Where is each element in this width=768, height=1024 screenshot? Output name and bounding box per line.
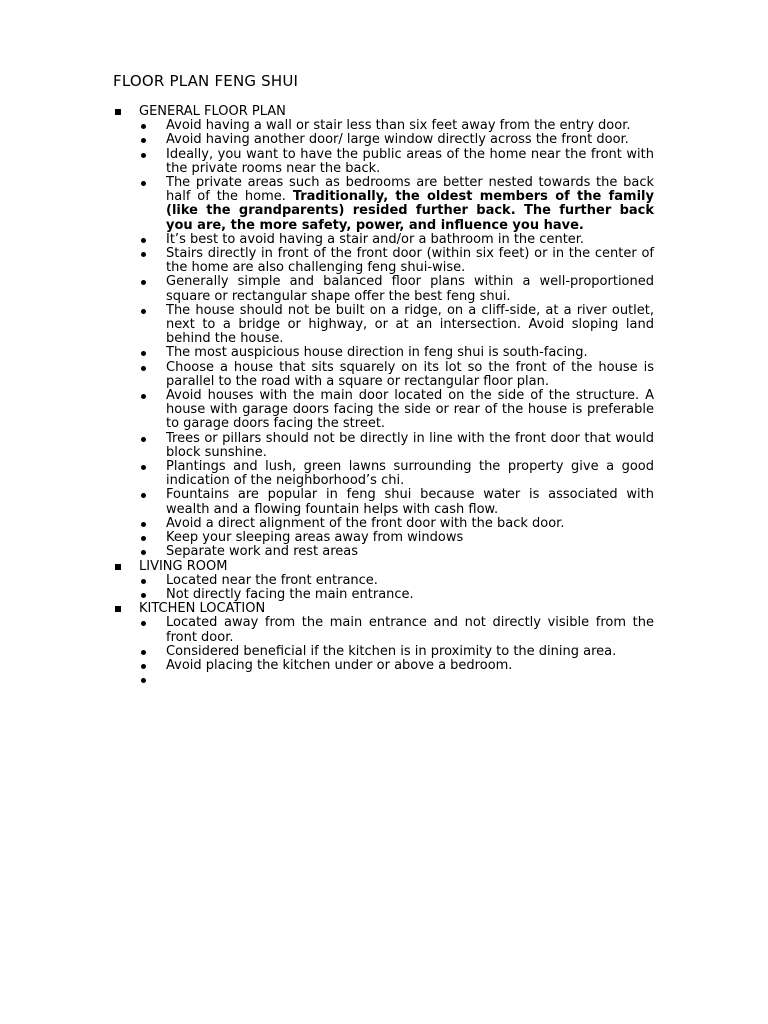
- round-bullet-icon: [141, 593, 146, 598]
- square-bullet-icon: [115, 564, 121, 570]
- list-item: [113, 275, 658, 303]
- round-bullet-icon: [141, 153, 146, 158]
- list-item: [113, 133, 658, 147]
- round-bullet-icon: [141, 650, 146, 655]
- section-heading: [113, 105, 658, 119]
- list-item-text: Located near the front entrance.: [166, 572, 378, 588]
- list-item: [113, 673, 658, 687]
- round-bullet-icon: [141, 493, 146, 498]
- round-bullet-icon: [141, 252, 146, 257]
- list-item: [113, 346, 658, 360]
- round-bullet-icon: [141, 138, 146, 143]
- section-heading-text: KITCHEN LOCATION: [139, 601, 266, 617]
- round-bullet-icon: [141, 522, 146, 527]
- list-item-text: Avoid having another door/ large window directly across the front door.: [166, 132, 629, 148]
- round-bullet-icon: [141, 664, 146, 669]
- list-item: [113, 588, 658, 602]
- round-bullet-icon: [141, 366, 146, 371]
- list-item: [113, 176, 658, 233]
- round-bullet-icon: [141, 579, 146, 584]
- round-bullet-icon: [141, 181, 146, 186]
- list-item-text: The private areas such as bedrooms are better nested towards the back half of the home.: [166, 175, 654, 205]
- bullet-list: [113, 119, 658, 559]
- list-item-text: Fountains are popular in feng shui because water is associated with wealth and a flowing fountain helps with cash flow.: [166, 487, 654, 517]
- square-bullet-icon: [115, 606, 121, 612]
- outline-section: [113, 560, 658, 603]
- list-item-text: Avoid a direct alignment of the front door with the back door.: [166, 515, 565, 531]
- document-title: FLOOR PLAN FENG SHUI: [113, 72, 299, 90]
- section-heading: [113, 602, 658, 616]
- round-bullet-icon: [141, 238, 146, 243]
- round-bullet-icon: [141, 437, 146, 442]
- outline-section: [113, 602, 658, 687]
- list-item-text: Plantings and lush, green lawns surrounding the property give a good indication of the neighborhood’s chi.: [166, 459, 654, 489]
- list-item-text: Considered beneficial if the kitchen is in proximity to the dining area.: [166, 643, 617, 659]
- round-bullet-icon: [141, 394, 146, 399]
- list-item-text: Generally simple and balanced floor plans within a well-proportioned square or rectangular shape offer the best feng shui.: [166, 274, 654, 304]
- list-item-text: The most auspicious house direction in feng shui is south-facing.: [166, 345, 588, 361]
- outline-section: [113, 105, 658, 560]
- list-item: [113, 488, 658, 516]
- list-item: [113, 119, 658, 133]
- section-heading-text: LIVING ROOM: [139, 558, 228, 574]
- round-bullet-icon: [141, 678, 146, 683]
- round-bullet-icon: [141, 465, 146, 470]
- list-item: [113, 517, 658, 531]
- outline-list: [113, 105, 658, 687]
- list-item: [113, 616, 658, 644]
- list-item-text: Trees or pillars should not be directly in line with the front door that would block sunshine.: [166, 430, 654, 460]
- list-item-text: Not directly facing the main entrance.: [166, 586, 414, 602]
- list-item-text: Ideally, you want to have the public areas of the home near the front with the private rooms near the back.: [166, 146, 654, 176]
- list-item-text: Avoid having a wall or stair less than six feet away from the entry door.: [166, 118, 631, 134]
- list-item-text: Separate work and rest areas: [166, 544, 359, 560]
- list-item: [113, 148, 658, 176]
- round-bullet-icon: [141, 124, 146, 129]
- round-bullet-icon: [141, 536, 146, 541]
- list-item: [113, 574, 658, 588]
- list-item-text: The house should not be built on a ridge, on a cliff-side, at a river outlet, next to a bridge or highway, or at an intersection. Avoid sloping land behind the house.: [166, 302, 654, 347]
- list-item-text: Stairs directly in front of the front door (within six feet) or in the center of the home are also challenging feng shui-wise.: [166, 246, 654, 276]
- list-item: [113, 531, 658, 545]
- list-item-text: Avoid placing the kitchen under or above a bedroom.: [166, 657, 513, 673]
- list-item: [113, 460, 658, 488]
- bullet-list: [113, 616, 658, 687]
- list-item-emphasis: Traditionally, the oldest members of the family (like the grandparents) resided further back. The further back you are, the more safety, power, and influence you have.: [166, 189, 654, 233]
- round-bullet-icon: [141, 621, 146, 626]
- round-bullet-icon: [141, 280, 146, 285]
- list-item: [113, 389, 658, 432]
- bullet-list: [113, 574, 658, 602]
- list-item: [113, 361, 658, 389]
- round-bullet-icon: [141, 309, 146, 314]
- list-item: [113, 432, 658, 460]
- list-item-text: Choose a house that sits squarely on its lot so the front of the house is parallel to the road with a square or rectangular floor plan.: [166, 359, 654, 389]
- round-bullet-icon: [141, 351, 146, 356]
- list-item: [113, 233, 658, 247]
- list-item: [113, 304, 658, 347]
- list-item-text: It’s best to avoid having a stair and/or a bathroom in the center.: [166, 231, 585, 247]
- section-heading-text: GENERAL FLOOR PLAN: [139, 104, 286, 119]
- list-item: [113, 659, 658, 673]
- section-heading: [113, 560, 658, 574]
- list-item-text: Avoid houses with the main door located on the side of the structure. A house with garage doors facing the side or rear of the house is preferable to garage doors facing the street.: [166, 388, 654, 432]
- round-bullet-icon: [141, 550, 146, 555]
- square-bullet-icon: [115, 109, 121, 115]
- list-item-text: Located away from the main entrance and not directly visible from the front door.: [166, 615, 654, 645]
- list-item: [113, 645, 658, 659]
- list-item: [113, 247, 658, 275]
- list-item: [113, 545, 658, 559]
- list-item-text: Keep your sleeping areas away from windows: [166, 530, 464, 546]
